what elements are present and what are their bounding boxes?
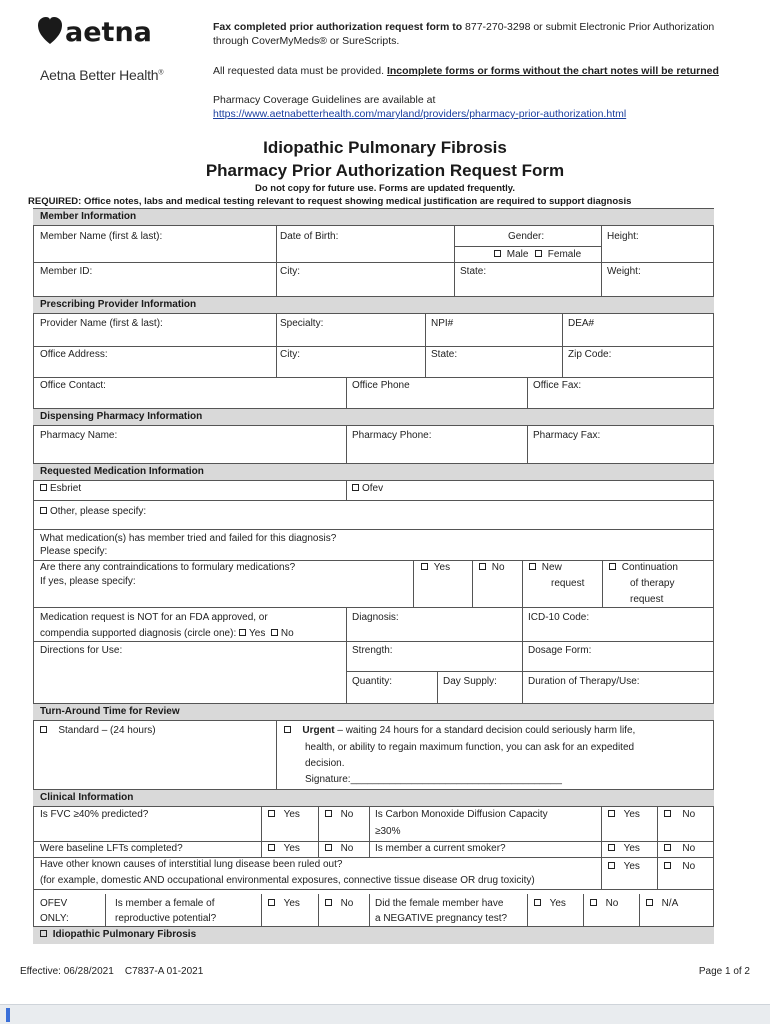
lft-yes-checkbox[interactable]: Yes: [268, 842, 300, 856]
contraindications-specify-field[interactable]: If yes, please specify:: [40, 576, 136, 587]
other-causes-yes-checkbox[interactable]: Yes: [608, 860, 640, 874]
member-state-field[interactable]: State:: [460, 266, 487, 277]
new-request-checkbox[interactable]: New: [529, 561, 562, 575]
checkbox-icon[interactable]: [534, 899, 541, 906]
pharmacy-fax-field[interactable]: Pharmacy Fax:: [533, 430, 601, 441]
checkbox-icon[interactable]: [40, 930, 47, 937]
member-city-field[interactable]: City:: [280, 266, 300, 277]
lft-no-checkbox[interactable]: No: [325, 842, 353, 856]
checkbox-icon[interactable]: [352, 484, 359, 491]
contra-yes-checkbox[interactable]: Yes: [421, 561, 450, 575]
checkbox-icon[interactable]: [325, 810, 332, 817]
viewer-bottom-bar: [0, 1004, 770, 1024]
provider-state-field[interactable]: State:: [431, 349, 458, 360]
esbriet-checkbox[interactable]: Esbriet: [40, 482, 81, 496]
fda-no-checkbox[interactable]: [271, 629, 278, 636]
gender-male-checkbox[interactable]: Male: [494, 248, 528, 262]
checkbox-icon[interactable]: [40, 484, 47, 491]
smoker-question: Is member a current smoker?: [375, 843, 506, 854]
aetna-better-health-wordmark: Aetna Better Health®: [40, 67, 164, 83]
npi-field[interactable]: NPI#: [431, 318, 454, 329]
fda-approval-choice: compendia supported diagnosis (circle one): Yes No: [40, 628, 294, 639]
contraindications-question: Are there any contraindications to formulary medications?: [40, 562, 296, 573]
weight-field[interactable]: Weight:: [607, 266, 641, 277]
checkbox-icon[interactable]: [608, 844, 615, 851]
member-name-field[interactable]: Member Name (first & last):: [40, 231, 163, 242]
icd10-code-field[interactable]: ICD-10 Code:: [528, 612, 590, 623]
specialty-field[interactable]: Specialty:: [280, 318, 324, 329]
checkbox-icon[interactable]: [284, 726, 291, 733]
female-question-2: reproductive potential?: [115, 913, 217, 924]
zip-code-field[interactable]: Zip Code:: [568, 349, 612, 360]
checkbox-icon[interactable]: [325, 899, 332, 906]
checkbox-icon[interactable]: [479, 563, 486, 570]
lft-question: Were baseline LFTs completed?: [40, 843, 183, 854]
other-medication-field[interactable]: Other, please specify:: [40, 505, 146, 519]
other-causes-question: Have other known causes of interstitial lung disease been ruled out?: [40, 859, 343, 870]
aetna-logo: [38, 14, 168, 48]
office-address-field[interactable]: Office Address:: [40, 349, 108, 360]
checkbox-icon[interactable]: [664, 844, 671, 851]
section-clinical-information: Clinical Information: [33, 789, 714, 807]
height-field[interactable]: Height:: [607, 231, 639, 242]
smoker-no-checkbox[interactable]: No: [664, 842, 695, 856]
co-diffusion-threshold: ≥30%: [375, 826, 401, 837]
section-turnaround-time: Turn-Around Time for Review: [33, 703, 714, 721]
pregnancy-yes-checkbox[interactable]: Yes: [534, 897, 566, 911]
ofev-checkbox[interactable]: Ofev: [352, 482, 383, 496]
checkbox-icon[interactable]: [40, 507, 47, 514]
ofev-only-label-1: OFEV: [40, 898, 68, 909]
urgent-description-2: health, or ability to regain maximum function, you can ask for an expedited: [305, 742, 635, 753]
checkbox-icon[interactable]: [590, 899, 597, 906]
urgent-description-3: decision.: [305, 758, 345, 769]
pregnancy-na-checkbox[interactable]: N/A: [646, 897, 678, 911]
co-no-checkbox[interactable]: No: [664, 808, 695, 822]
co-diffusion-question: Is Carbon Monoxide Diffusion Capacity: [375, 809, 548, 820]
fvc-yes-checkbox[interactable]: Yes: [268, 808, 300, 822]
member-id-field[interactable]: Member ID:: [40, 266, 93, 277]
office-phone-field[interactable]: Office Phone: [352, 380, 410, 391]
checkbox-icon[interactable]: [664, 862, 671, 869]
checkbox-icon[interactable]: [535, 250, 542, 257]
pharmacy-name-field[interactable]: Pharmacy Name:: [40, 430, 118, 441]
dea-field[interactable]: DEA#: [568, 318, 595, 329]
other-causes-no-checkbox[interactable]: No: [664, 860, 695, 874]
provider-city-field[interactable]: City:: [280, 349, 300, 360]
required-docs-note: REQUIRED: Office notes, labs and medical testing relevant to request showing medical justification are required to support diagnosis: [28, 196, 632, 207]
aetna-heart-logo-icon: [38, 14, 168, 48]
checkbox-icon[interactable]: [268, 899, 275, 906]
continuation-label-2: of therapy: [630, 578, 675, 589]
provider-name-field[interactable]: Provider Name (first & last):: [40, 318, 163, 329]
checkbox-icon[interactable]: [529, 563, 536, 570]
checkbox-icon[interactable]: [608, 810, 615, 817]
co-yes-checkbox[interactable]: Yes: [608, 808, 640, 822]
fax-instructions: Fax completed prior authorization request form to 877-270-3298 or submit Electronic Prior Authorization through CoverMyMeds® or SureScripts.: [213, 21, 715, 47]
guidelines-note: Pharmacy Coverage Guidelines are available at https://www.aetnabetterhealth.com/maryland/providers/pharmacy-prior-authorization.html: [213, 94, 627, 120]
checkbox-icon[interactable]: [421, 563, 428, 570]
female-question-1: Is member a female of: [115, 898, 215, 909]
tried-failed-question: What medication(s) has member tried and failed for this diagnosis?: [40, 533, 337, 544]
checkbox-icon[interactable]: [646, 899, 653, 906]
urgent-review-checkbox[interactable]: Urgent – waiting 24 hours for a standard decision could seriously harm life,: [284, 724, 635, 738]
pregnancy-no-checkbox[interactable]: No: [590, 897, 618, 911]
smoker-yes-checkbox[interactable]: Yes: [608, 842, 640, 856]
checkbox-icon[interactable]: [268, 844, 275, 851]
dosage-form-field[interactable]: Dosage Form:: [528, 645, 592, 656]
section-prescribing-provider: Prescribing Provider Information: [33, 296, 714, 314]
standard-review-checkbox[interactable]: Standard – (24 hours): [40, 724, 156, 738]
fvc-question: Is FVC ≥40% predicted?: [40, 809, 149, 820]
ofev-only-label-2: ONLY:: [40, 913, 69, 924]
directions-for-use-field[interactable]: Directions for Use:: [40, 645, 123, 656]
quantity-field[interactable]: Quantity:: [352, 676, 393, 687]
date-of-birth-field[interactable]: Date of Birth:: [280, 231, 339, 242]
duration-of-therapy-field[interactable]: Duration of Therapy/Use:: [528, 676, 640, 687]
svg-text:aetna: aetna: [65, 17, 152, 48]
diagnosis-field[interactable]: Diagnosis:: [352, 612, 399, 623]
checkbox-icon[interactable]: [664, 810, 671, 817]
fda-approval-question: Medication request is NOT for an FDA approved, or: [40, 612, 268, 623]
checkbox-icon[interactable]: [494, 250, 501, 257]
do-not-copy-note: Do not copy for future use. Forms are updated frequently.: [254, 183, 516, 194]
fvc-no-checkbox[interactable]: No: [325, 808, 353, 822]
continuation-label-3: request: [630, 594, 664, 605]
new-request-label: request: [551, 578, 585, 589]
pregnancy-question-1: Did the female member have: [375, 898, 504, 909]
page-number: Page 1 of 2: [698, 966, 750, 977]
checkbox-icon[interactable]: [325, 844, 332, 851]
gender-label: Gender:: [508, 231, 545, 242]
section-member-information: Member Information: [33, 208, 714, 226]
required-data-note: All requested data must be provided. Incomplete forms or forms without the chart notes will be returned: [213, 65, 719, 77]
checkbox-icon[interactable]: [40, 726, 47, 733]
fda-yes-checkbox[interactable]: [239, 629, 246, 636]
ipf-diagnosis-checkbox[interactable]: Idiopathic Pulmonary Fibrosis: [33, 926, 714, 944]
effective-date: Effective: 06/28/2021 C7837-A 01-2021: [20, 966, 204, 977]
female-no-checkbox[interactable]: No: [325, 897, 353, 911]
checkbox-icon[interactable]: [268, 810, 275, 817]
day-supply-field[interactable]: Day Supply:: [443, 676, 497, 687]
section-dispensing-pharmacy: Dispensing Pharmacy Information: [33, 408, 714, 426]
section-requested-medication: Requested Medication Information: [33, 463, 714, 481]
tried-failed-specify-field[interactable]: Please specify:: [40, 546, 108, 557]
office-fax-field[interactable]: Office Fax:: [533, 380, 582, 391]
other-causes-examples: (for example, domestic AND occupational environmental exposures, connective tissue disease OR drug toxicity): [40, 875, 535, 886]
office-contact-field[interactable]: Office Contact:: [40, 380, 106, 391]
checkbox-icon[interactable]: [609, 563, 616, 570]
guidelines-link[interactable]: https://www.aetnabetterhealth.com/maryland/providers/pharmacy-prior-authorization.html: [213, 108, 627, 120]
signature-field[interactable]: Signature:______________________________________: [305, 774, 562, 785]
form-title-line2: Pharmacy Prior Authorization Request Form: [205, 161, 565, 180]
checkbox-icon[interactable]: [608, 862, 615, 869]
contra-no-checkbox[interactable]: No: [479, 561, 505, 575]
strength-field[interactable]: Strength:: [352, 645, 393, 656]
pregnancy-question-2: a NEGATIVE pregnancy test?: [375, 913, 508, 924]
female-yes-checkbox[interactable]: Yes: [268, 897, 300, 911]
form-title-line1: Idiopathic Pulmonary Fibrosis: [263, 138, 507, 157]
pharmacy-phone-field[interactable]: Pharmacy Phone:: [352, 430, 432, 441]
gender-female-checkbox[interactable]: Female: [535, 248, 581, 262]
continuation-checkbox[interactable]: Continuation: [609, 561, 678, 575]
viewer-scroll-handle[interactable]: [6, 1008, 10, 1022]
